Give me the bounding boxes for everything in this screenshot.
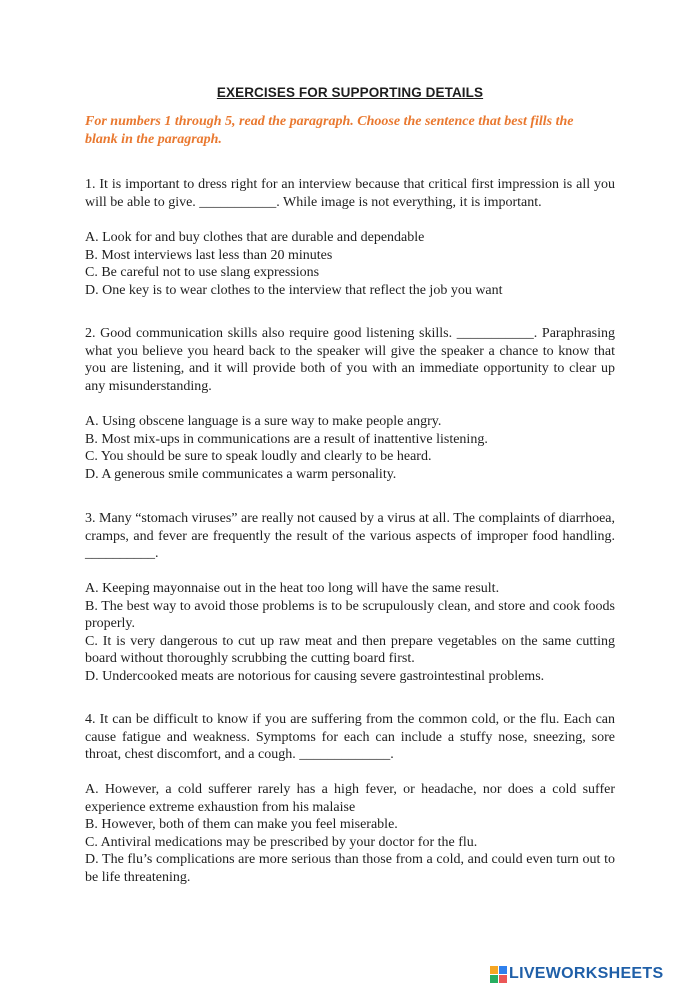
- question-2: [85, 325, 615, 395]
- page-title: EXERCISES FOR SUPPORTING DETAILS: [216, 85, 484, 100]
- liveworksheets-logo-icon: [490, 966, 507, 983]
- option-b: B. Most mix-ups in communications are a result of inattentive listening.: [85, 431, 488, 447]
- option-a: A. However, a cold sufferer rarely has a high fever, or headache, nor does a cold suffer experience extreme exhaustion from his malaise: [85, 782, 615, 815]
- option-b: B. The best way to avoid those problems is to be scrupulously clean, and store and cook foods properly.: [85, 598, 615, 631]
- logo-text: LIVEWORKSHEETS: [509, 965, 664, 982]
- option-d: D. Undercooked meats are notorious for causing severe gastrointestinal problems.: [85, 668, 545, 684]
- question-3: [85, 510, 615, 563]
- option-c: C. Antiviral medications may be prescribed by your doctor for the flu.: [85, 834, 478, 850]
- option-a: A. Look for and buy clothes that are durable and dependable: [85, 230, 425, 245]
- question-4: [85, 711, 615, 764]
- question-2-options: [85, 413, 615, 483]
- option-a: A. Keeping mayonnaise out in the heat too long will have the same result.: [85, 581, 500, 596]
- option-d: D. One key is to wear clothes to the interview that reflect the job you want: [85, 282, 503, 298]
- option-a: A. Using obscene language is a sure way to make people angry.: [85, 414, 442, 429]
- option-b: B. Most interviews last less than 20 minutes: [85, 247, 333, 263]
- question-1: [85, 176, 615, 211]
- question-text: 3. Many “stomach viruses” are really not caused by a virus at all. The complaints of diarrhoea, cramps, and fever are frequently the result of the various aspects of improper food handling. __________.: [85, 511, 615, 561]
- option-c: C. Be careful not to use slang expressions: [85, 265, 320, 280]
- liveworksheets-logo: [490, 963, 695, 985]
- instructions: For numbers 1 through 5, read the paragraph. Choose the sentence that best fills the blank in the paragraph.: [85, 114, 574, 147]
- question-4-options: [85, 781, 615, 886]
- option-d: D. A generous smile communicates a warm personality.: [85, 466, 397, 482]
- question-text: 1. It is important to dress right for an interview because that critical first impression is all you will be able to give. ___________. While image is not everything, it is important.: [85, 177, 615, 210]
- question-1-options: [85, 229, 615, 299]
- question-text: 2. Good communication skills also require good listening skills. ___________. Paraphrasing what you believe you heard back to the speaker will give the speaker a chance to know that you are listening, and it will provide both of you with an immediate opportunity to clear up any misunderstanding.: [85, 326, 615, 394]
- option-d: D. The flu’s complications are more serious than those from a cold, and could even turn out to be life threatening.: [85, 852, 615, 885]
- option-c: C. You should be sure to speak loudly and clearly to be heard.: [85, 449, 432, 464]
- option-b: B. However, both of them can make you feel miserable.: [85, 817, 398, 832]
- question-3-options: [85, 580, 615, 685]
- question-text: 4. It can be difficult to know if you are suffering from the common cold, or the flu. Each can cause fatigue and weakness. Symptoms for each can include a stuffy nose, sneezing, sore throat, chest discomfort, and a cough. _____________.: [85, 712, 615, 762]
- option-c: C. It is very dangerous to cut up raw meat and then prepare vegetables on the same cutting board without thoroughly scrubbing the cutting board first.: [85, 633, 615, 666]
